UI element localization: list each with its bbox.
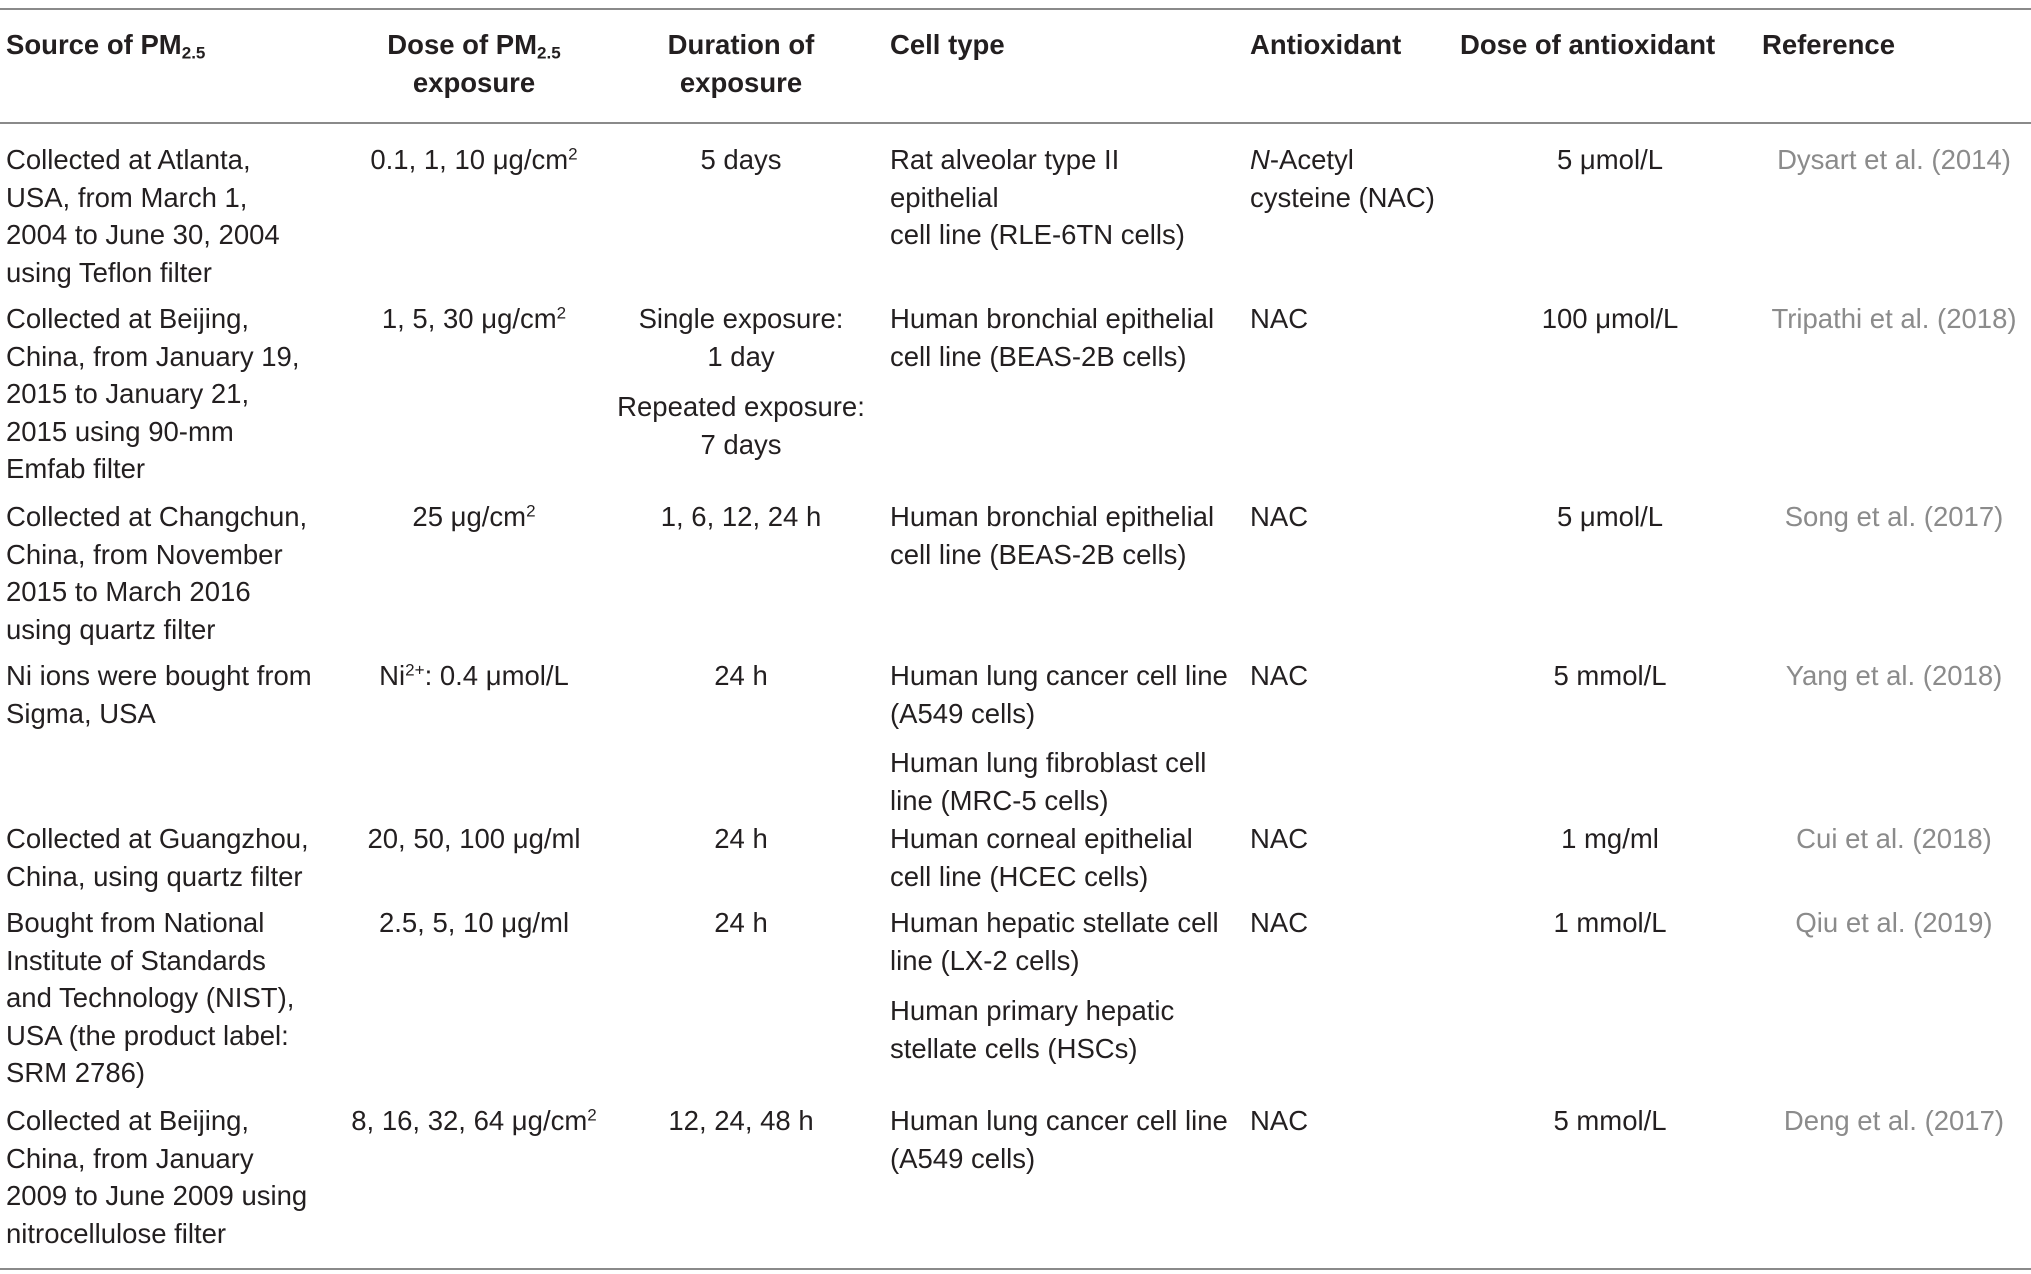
cell-type-cell: Human corneal epithelial cell line (HCEC cells)	[890, 823, 1193, 892]
antioxidant-cell: NAC	[1250, 303, 1309, 334]
reference-link[interactable]: Dysart et al. (2014)	[1777, 144, 2011, 175]
cell-type-cell: Human hepatic stellate cell line (LX-2 cells)	[890, 907, 1219, 976]
duration-cell: 5 days	[700, 144, 782, 175]
top-rule	[0, 8, 2031, 10]
dose-cell: $Ni^{2+}$: 0.4 μmol/L	[379, 660, 569, 691]
dose-cell: 2.5, 5, 10 μg/ml	[378, 907, 570, 938]
header-dose-antioxidant: Dose of antioxidant	[1460, 29, 1716, 60]
source-cell: Collected at Atlanta, USA, from March 1, 2004 to June 30, 2004 using Teflon filter	[6, 144, 280, 288]
cell-type-cell: Human bronchial epithelial cell line (BEAS-2B cells)	[890, 501, 1215, 570]
dose-cell: 0.1, 1, 10 $\mu g/cm^2$	[370, 144, 578, 175]
dose-cell: 8, 16, 32, 64 $\mu g/cm^2$	[351, 1105, 597, 1136]
header-duration: Duration of exposure	[667, 29, 815, 98]
reference-link[interactable]: Yang et al. (2018)	[1785, 660, 2003, 691]
header-rule	[0, 122, 2031, 124]
antioxidant-dose-cell: 1 mmol/L	[1553, 907, 1667, 938]
header-cell-type: Cell type	[890, 29, 1005, 60]
duration-cell: Repeated exposure: 7 days	[617, 391, 865, 460]
header-antioxidant: Antioxidant	[1250, 29, 1402, 60]
source-cell: Collected at Beijing, China, from January 19, 2015 to January 21, 2015 using 90-mm Emfab filter	[6, 303, 300, 484]
reference-link[interactable]: Cui et al. (2018)	[1796, 823, 1992, 854]
reference-link[interactable]: Song et al. (2017)	[1784, 501, 2004, 532]
source-cell: Collected at Changchun, China, from November 2015 to March 2016 using quartz filter	[6, 501, 308, 645]
reference-link[interactable]: Tripathi et al. (2018)	[1771, 303, 2017, 334]
duration-cell: 24 h	[714, 907, 768, 938]
antioxidant-dose-cell: 5 mmol/L	[1553, 1105, 1667, 1136]
cell-type-cell: Human bronchial epithelial cell line (BEAS-2B cells)	[890, 303, 1215, 372]
source-cell: Bought from National Institute of Standards and Technology (NIST), USA (the product label: SRM 2786)	[6, 907, 295, 1088]
duration-cell: 1, 6, 12, 24 h	[660, 501, 822, 532]
antioxidant-dose-cell: 5 μmol/L	[1556, 501, 1664, 532]
cell-type-cell: Human lung cancer cell line (A549 cells)	[890, 1105, 1228, 1174]
cell-type-cell: Human lung fibroblast cell line (MRC-5 cells)	[890, 747, 1207, 816]
antioxidant-cell: N-Acetyl cysteine (NAC)	[1250, 144, 1435, 213]
source-cell: Collected at Beijing, China, from January 2009 to June 2009 using nitrocellulose filter	[6, 1105, 308, 1249]
duration-cell: Single exposure: 1 day	[638, 303, 844, 372]
antioxidant-cell: NAC	[1250, 907, 1309, 938]
reference-link[interactable]: Deng et al. (2017)	[1783, 1105, 2005, 1136]
cell-type-cell: Human primary hepatic stellate cells (HSCs)	[890, 995, 1175, 1064]
reference-link[interactable]: Qiu et al. (2019)	[1795, 907, 1993, 938]
dose-cell: 25 $\mu g/cm^2$	[412, 501, 536, 532]
header-source: Source of $PM_{2.5}$	[6, 29, 206, 63]
duration-cell: 24 h	[714, 823, 768, 854]
antioxidant-cell: NAC	[1250, 823, 1309, 854]
duration-cell: 24 h	[714, 660, 768, 691]
antioxidant-dose-cell: 100 μmol/L	[1541, 303, 1679, 334]
antioxidant-dose-cell: 1 mg/ml	[1561, 823, 1659, 854]
antioxidant-dose-cell: 5 mmol/L	[1553, 660, 1667, 691]
header-dose: Dose of $PM_{2.5}$ exposure	[387, 29, 561, 98]
source-cell: Collected at Guangzhou, China, using quartz filter	[6, 823, 309, 892]
bottom-rule	[0, 1268, 2031, 1270]
cell-type-cell: Rat alveolar type II epithelial cell line (RLE-6TN cells)	[890, 144, 1185, 250]
dose-cell: 1, 5, 30 $\mu g/cm^2$	[381, 303, 567, 334]
source-cell: Ni ions were bought from Sigma, USA	[6, 660, 312, 729]
header-reference: Reference	[1762, 29, 1895, 60]
cell-type-cell: Human lung cancer cell line (A549 cells)	[890, 660, 1228, 729]
dose-cell: 20, 50, 100 μg/ml	[367, 823, 581, 854]
antioxidant-cell: NAC	[1250, 660, 1309, 691]
antioxidant-cell: NAC	[1250, 1105, 1309, 1136]
antioxidant-cell: NAC	[1250, 501, 1309, 532]
antioxidant-dose-cell: 5 μmol/L	[1556, 144, 1664, 175]
duration-cell: 12, 24, 48 h	[668, 1105, 814, 1136]
